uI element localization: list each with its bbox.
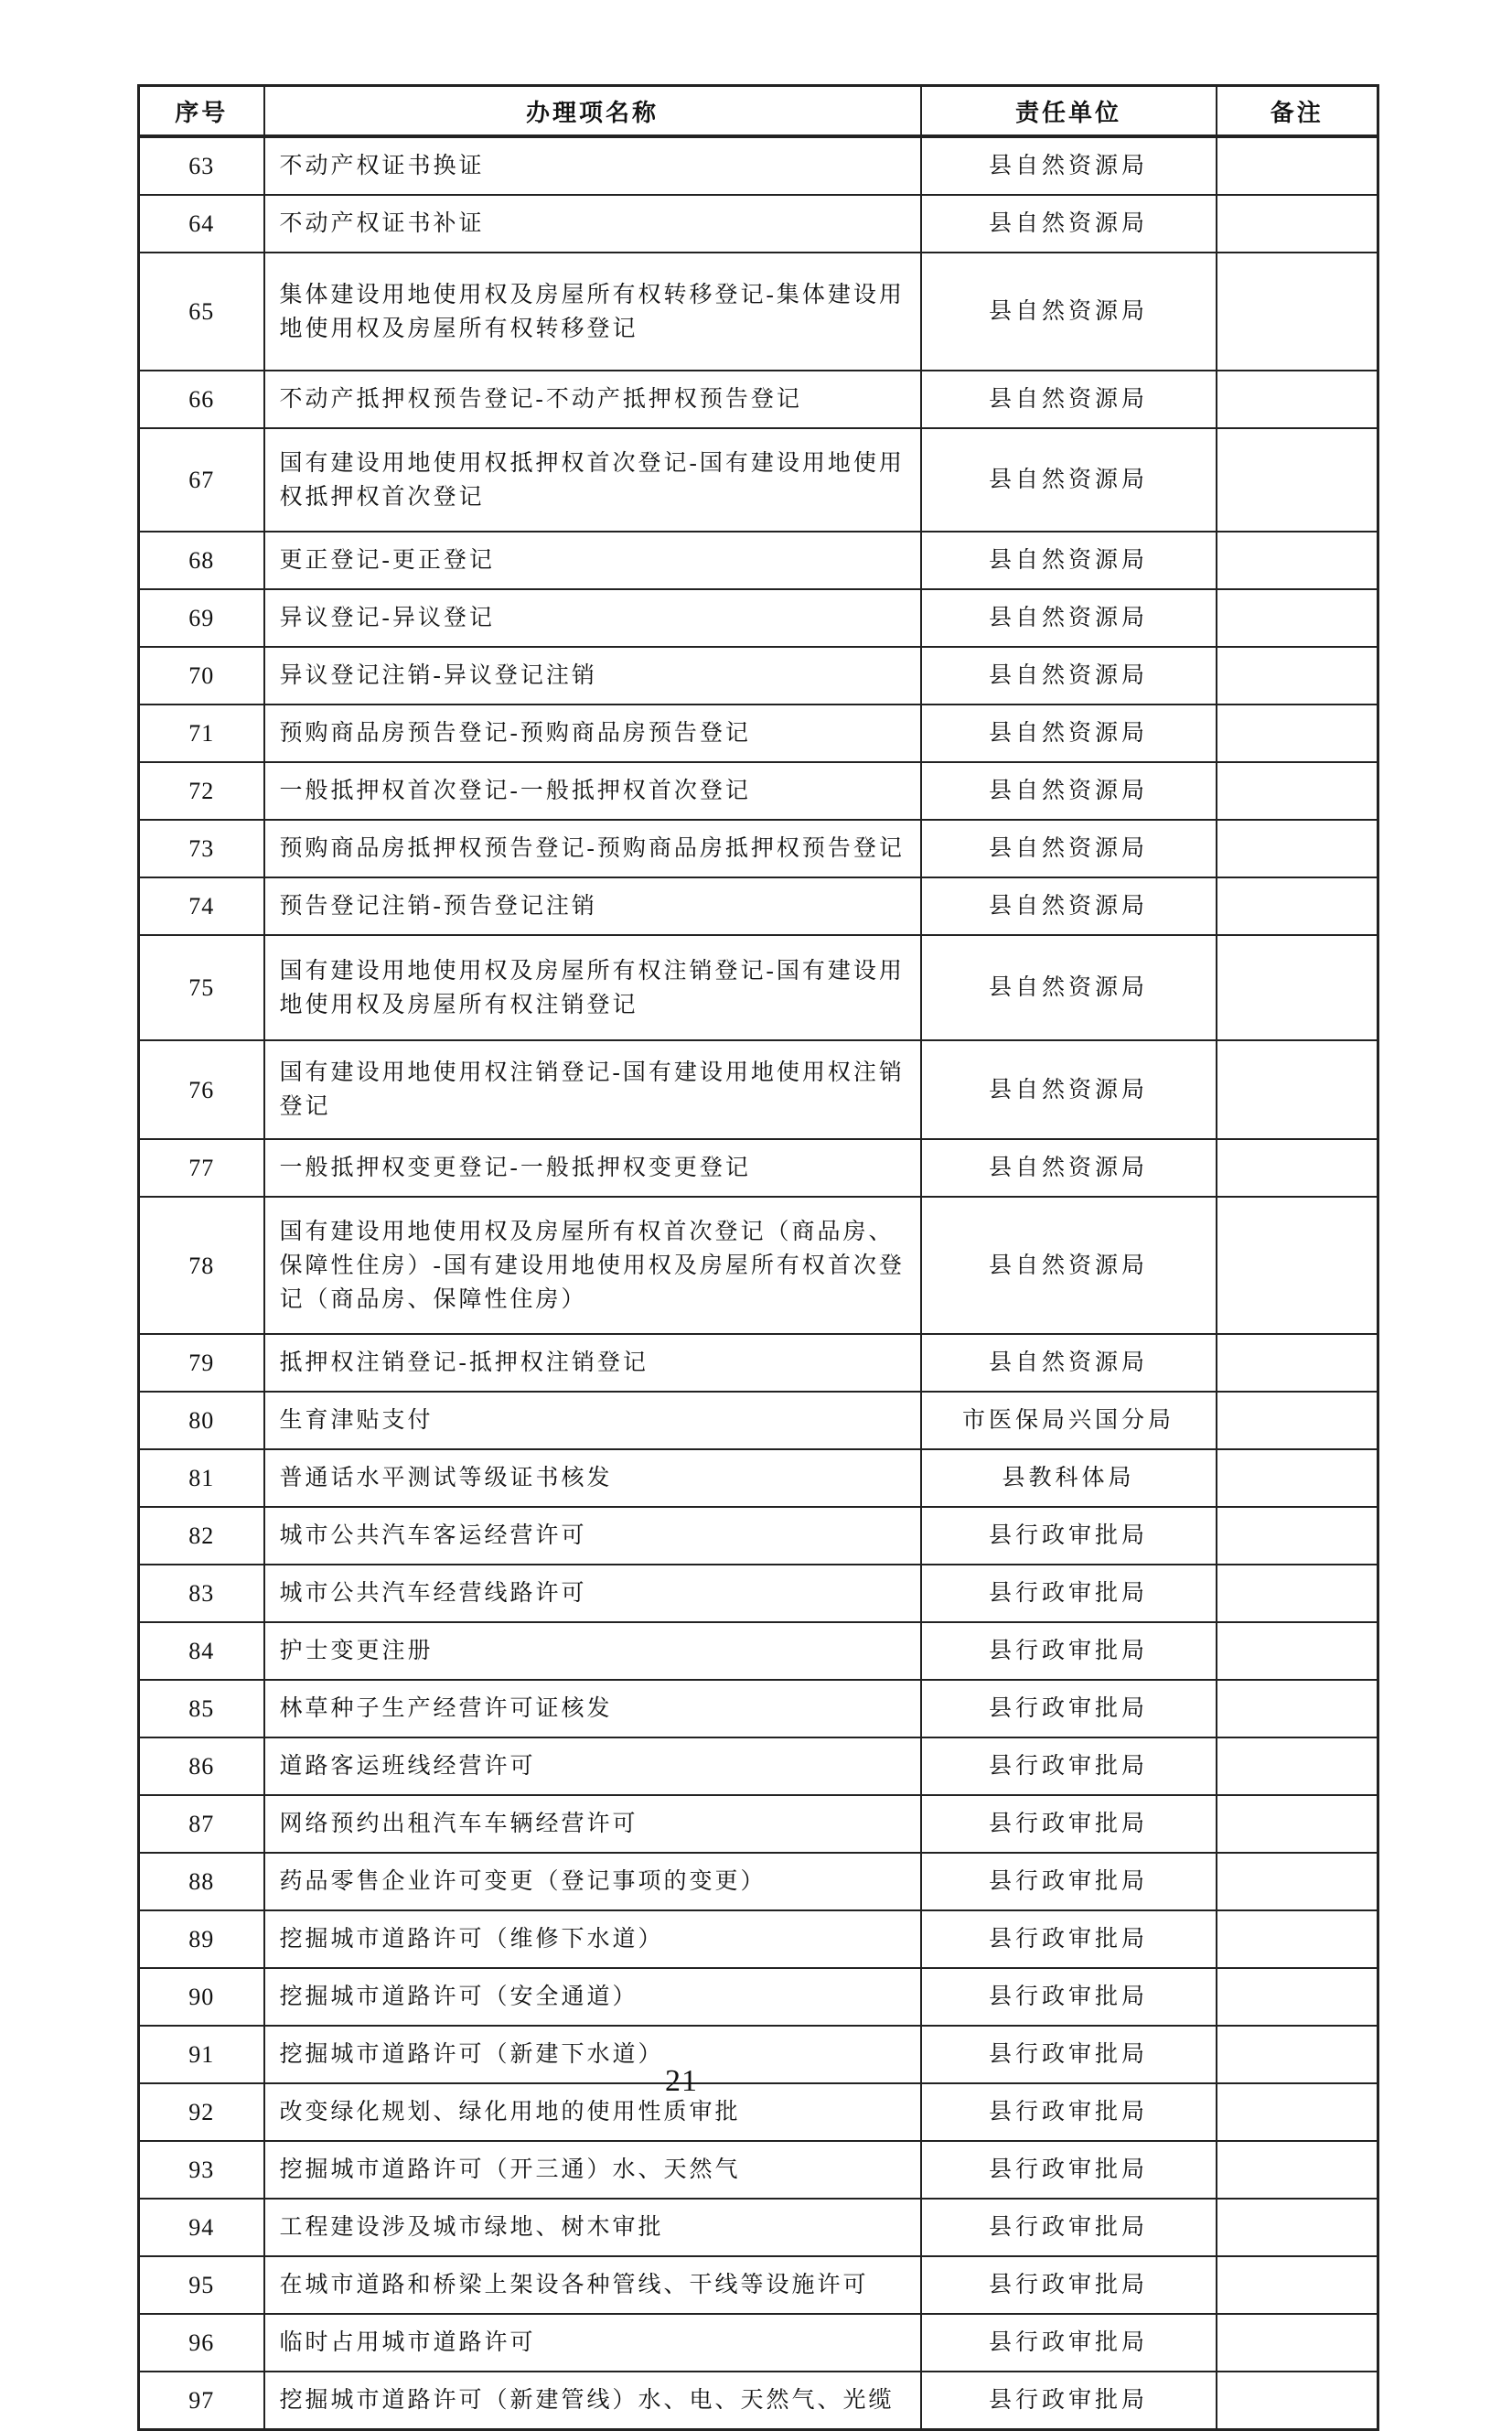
responsible-unit-cell: 县自然资源局 [921, 1334, 1217, 1392]
item-name-cell: 不动产抵押权预告登记-不动产抵押权预告登记 [264, 371, 921, 428]
table-header-row [139, 86, 1378, 137]
table-row [139, 2314, 1378, 2372]
table-header [139, 86, 1378, 137]
serial-number-cell: 97 [139, 2372, 264, 2430]
remarks-cell [1217, 1968, 1378, 2026]
serial-number-cell: 91 [139, 2026, 264, 2083]
remarks-cell [1217, 1910, 1378, 1968]
table-row [139, 820, 1378, 877]
serial-number-cell: 92 [139, 2083, 264, 2141]
remarks-cell [1217, 1795, 1378, 1853]
table-row [139, 2141, 1378, 2199]
responsible-unit-cell: 市医保局兴国分局 [921, 1392, 1217, 1449]
header-item-name: 办理项名称 [264, 86, 921, 137]
serial-number-cell: 73 [139, 820, 264, 877]
table-row [139, 762, 1378, 820]
table-row [139, 1449, 1378, 1507]
responsible-unit-cell: 县自然资源局 [921, 820, 1217, 877]
item-name-cell: 国有建设用地使用权注销登记-国有建设用地使用权注销登记 [264, 1040, 921, 1139]
serial-number-cell: 95 [139, 2256, 264, 2314]
responsible-unit-cell: 县自然资源局 [921, 1040, 1217, 1139]
remarks-cell [1217, 2256, 1378, 2314]
header-remarks: 备注 [1217, 86, 1378, 137]
item-name-cell: 城市公共汽车客运经营许可 [264, 1507, 921, 1565]
table-row [139, 935, 1378, 1040]
serial-number-cell: 87 [139, 1795, 264, 1853]
item-name-cell: 异议登记注销-异议登记注销 [264, 647, 921, 705]
remarks-cell [1217, 136, 1378, 195]
serial-number-cell: 85 [139, 1680, 264, 1737]
item-name-cell: 挖掘城市道路许可（开三通）水、天然气 [264, 2141, 921, 2199]
serial-number-cell: 96 [139, 2314, 264, 2372]
item-name-cell: 网络预约出租汽车车辆经营许可 [264, 1795, 921, 1853]
item-name-cell: 药品零售企业许可变更（登记事项的变更） [264, 1853, 921, 1910]
serial-number-cell: 68 [139, 532, 264, 589]
table-row [139, 647, 1378, 705]
table-row [139, 1853, 1378, 1910]
responsible-unit-cell: 县行政审批局 [921, 1507, 1217, 1565]
remarks-cell [1217, 1565, 1378, 1622]
item-name-cell: 更正登记-更正登记 [264, 532, 921, 589]
responsible-unit-cell: 县自然资源局 [921, 1197, 1217, 1334]
responsible-unit-cell: 县行政审批局 [921, 1853, 1217, 1910]
remarks-cell [1217, 253, 1378, 371]
table-row [139, 1910, 1378, 1968]
serial-number-cell: 63 [139, 136, 264, 195]
header-responsible-unit: 责任单位 [921, 86, 1217, 137]
remarks-cell [1217, 1680, 1378, 1737]
item-name-cell: 一般抵押权变更登记-一般抵押权变更登记 [264, 1139, 921, 1197]
remarks-cell [1217, 820, 1378, 877]
table-row [139, 2199, 1378, 2256]
item-name-cell: 挖掘城市道路许可（维修下水道） [264, 1910, 921, 1968]
responsible-unit-cell: 县自然资源局 [921, 136, 1217, 195]
responsible-unit-cell: 县行政审批局 [921, 1968, 1217, 2026]
table-row [139, 1565, 1378, 1622]
serial-number-cell: 76 [139, 1040, 264, 1139]
item-name-cell: 生育津贴支付 [264, 1392, 921, 1449]
serial-number-cell: 71 [139, 705, 264, 762]
responsible-unit-cell: 县行政审批局 [921, 2083, 1217, 2141]
table-row [139, 1680, 1378, 1737]
table-row [139, 1795, 1378, 1853]
table-row [139, 1197, 1378, 1334]
table-row [139, 2372, 1378, 2430]
remarks-cell [1217, 371, 1378, 428]
item-name-cell: 抵押权注销登记-抵押权注销登记 [264, 1334, 921, 1392]
remarks-cell [1217, 532, 1378, 589]
table-row [139, 589, 1378, 647]
serial-number-cell: 90 [139, 1968, 264, 2026]
responsible-unit-cell: 县行政审批局 [921, 1680, 1217, 1737]
responsible-unit-cell: 县自然资源局 [921, 647, 1217, 705]
responsible-unit-cell: 县行政审批局 [921, 1737, 1217, 1795]
responsible-unit-cell: 县行政审批局 [921, 1622, 1217, 1680]
item-name-cell: 城市公共汽车经营线路许可 [264, 1565, 921, 1622]
serial-number-cell: 67 [139, 428, 264, 532]
responsible-unit-cell: 县自然资源局 [921, 253, 1217, 371]
item-name-cell: 林草种子生产经营许可证核发 [264, 1680, 921, 1737]
serial-number-cell: 74 [139, 877, 264, 935]
remarks-cell [1217, 195, 1378, 253]
responsible-unit-cell: 县自然资源局 [921, 195, 1217, 253]
responsible-unit-cell: 县行政审批局 [921, 2314, 1217, 2372]
remarks-cell [1217, 1737, 1378, 1795]
serial-number-cell: 64 [139, 195, 264, 253]
remarks-cell [1217, 1040, 1378, 1139]
table-body [139, 136, 1378, 2430]
table-row [139, 1622, 1378, 1680]
remarks-cell [1217, 428, 1378, 532]
remarks-cell [1217, 935, 1378, 1040]
table-row [139, 1392, 1378, 1449]
table-row [139, 195, 1378, 253]
table-row [139, 1040, 1378, 1139]
header-serial-number: 序号 [139, 86, 264, 137]
responsible-unit-cell: 县自然资源局 [921, 589, 1217, 647]
remarks-cell [1217, 1197, 1378, 1334]
item-name-cell: 不动产权证书换证 [264, 136, 921, 195]
serial-number-cell: 77 [139, 1139, 264, 1197]
remarks-cell [1217, 877, 1378, 935]
item-name-cell: 一般抵押权首次登记-一般抵押权首次登记 [264, 762, 921, 820]
remarks-cell [1217, 589, 1378, 647]
serial-number-cell: 81 [139, 1449, 264, 1507]
remarks-cell [1217, 1139, 1378, 1197]
remarks-cell [1217, 762, 1378, 820]
item-name-cell: 工程建设涉及城市绿地、树木审批 [264, 2199, 921, 2256]
page-number: 21 [665, 2064, 698, 2098]
item-name-cell: 挖掘城市道路许可（新建下水道） [264, 2026, 921, 2083]
table-row [139, 1139, 1378, 1197]
serial-number-cell: 88 [139, 1853, 264, 1910]
serial-number-cell: 72 [139, 762, 264, 820]
responsible-unit-cell: 县自然资源局 [921, 762, 1217, 820]
item-name-cell: 临时占用城市道路许可 [264, 2314, 921, 2372]
responsible-unit-cell: 县行政审批局 [921, 1910, 1217, 1968]
item-name-cell: 普通话水平测试等级证书核发 [264, 1449, 921, 1507]
remarks-cell [1217, 1622, 1378, 1680]
serial-number-cell: 65 [139, 253, 264, 371]
item-name-cell: 预购商品房抵押权预告登记-预购商品房抵押权预告登记 [264, 820, 921, 877]
item-name-cell: 预告登记注销-预告登记注销 [264, 877, 921, 935]
item-name-cell: 护士变更注册 [264, 1622, 921, 1680]
remarks-cell [1217, 1449, 1378, 1507]
remarks-cell [1217, 2083, 1378, 2141]
serial-number-cell: 78 [139, 1197, 264, 1334]
responsible-unit-cell: 县行政审批局 [921, 1795, 1217, 1853]
item-name-cell: 挖掘城市道路许可（安全通道） [264, 1968, 921, 2026]
serial-number-cell: 66 [139, 371, 264, 428]
responsible-unit-cell: 县行政审批局 [921, 2026, 1217, 2083]
serial-number-cell: 79 [139, 1334, 264, 1392]
item-name-cell: 国有建设用地使用权抵押权首次登记-国有建设用地使用权抵押权首次登记 [264, 428, 921, 532]
remarks-cell [1217, 1853, 1378, 1910]
remarks-cell [1217, 2026, 1378, 2083]
table-row [139, 1737, 1378, 1795]
responsible-unit-cell: 县行政审批局 [921, 2372, 1217, 2430]
responsible-unit-cell: 县自然资源局 [921, 1139, 1217, 1197]
item-name-cell: 改变绿化规划、绿化用地的使用性质审批 [264, 2083, 921, 2141]
item-name-cell: 国有建设用地使用权及房屋所有权注销登记-国有建设用地使用权及房屋所有权注销登记 [264, 935, 921, 1040]
serial-number-cell: 84 [139, 1622, 264, 1680]
table-row [139, 877, 1378, 935]
table-row [139, 253, 1378, 371]
remarks-cell [1217, 705, 1378, 762]
table-row [139, 371, 1378, 428]
remarks-cell [1217, 2199, 1378, 2256]
responsible-unit-cell: 县自然资源局 [921, 371, 1217, 428]
remarks-cell [1217, 1507, 1378, 1565]
items-table [137, 84, 1379, 2431]
table-row [139, 1507, 1378, 1565]
serial-number-cell: 86 [139, 1737, 264, 1795]
table-row [139, 136, 1378, 195]
responsible-unit-cell: 县自然资源局 [921, 935, 1217, 1040]
serial-number-cell: 93 [139, 2141, 264, 2199]
responsible-unit-cell: 县教科体局 [921, 1449, 1217, 1507]
responsible-unit-cell: 县行政审批局 [921, 2141, 1217, 2199]
responsible-unit-cell: 县自然资源局 [921, 532, 1217, 589]
item-name-cell: 预购商品房预告登记-预购商品房预告登记 [264, 705, 921, 762]
item-name-cell: 不动产权证书补证 [264, 195, 921, 253]
remarks-cell [1217, 2314, 1378, 2372]
serial-number-cell: 70 [139, 647, 264, 705]
table-row [139, 1334, 1378, 1392]
table-row [139, 2083, 1378, 2141]
table-row [139, 2026, 1378, 2083]
serial-number-cell: 82 [139, 1507, 264, 1565]
table-row [139, 428, 1378, 532]
responsible-unit-cell: 县自然资源局 [921, 428, 1217, 532]
serial-number-cell: 94 [139, 2199, 264, 2256]
table-row [139, 2256, 1378, 2314]
serial-number-cell: 80 [139, 1392, 264, 1449]
responsible-unit-cell: 县自然资源局 [921, 877, 1217, 935]
remarks-cell [1217, 2372, 1378, 2430]
item-name-cell: 国有建设用地使用权及房屋所有权首次登记（商品房、保障性住房）-国有建设用地使用权及房屋所有权首次登记（商品房、保障性住房） [264, 1197, 921, 1334]
remarks-cell [1217, 2141, 1378, 2199]
serial-number-cell: 83 [139, 1565, 264, 1622]
remarks-cell [1217, 647, 1378, 705]
responsible-unit-cell: 县行政审批局 [921, 2199, 1217, 2256]
responsible-unit-cell: 县行政审批局 [921, 2256, 1217, 2314]
responsible-unit-cell: 县自然资源局 [921, 705, 1217, 762]
table-row [139, 705, 1378, 762]
item-name-cell: 挖掘城市道路许可（新建管线）水、电、天然气、光缆 [264, 2372, 921, 2430]
item-name-cell: 道路客运班线经营许可 [264, 1737, 921, 1795]
serial-number-cell: 89 [139, 1910, 264, 1968]
remarks-cell [1217, 1334, 1378, 1392]
serial-number-cell: 75 [139, 935, 264, 1040]
item-name-cell: 集体建设用地使用权及房屋所有权转移登记-集体建设用地使用权及房屋所有权转移登记 [264, 253, 921, 371]
table-row [139, 1968, 1378, 2026]
table-row [139, 532, 1378, 589]
serial-number-cell: 69 [139, 589, 264, 647]
remarks-cell [1217, 1392, 1378, 1449]
item-name-cell: 异议登记-异议登记 [264, 589, 921, 647]
item-name-cell: 在城市道路和桥梁上架设各种管线、干线等设施许可 [264, 2256, 921, 2314]
responsible-unit-cell: 县行政审批局 [921, 1565, 1217, 1622]
